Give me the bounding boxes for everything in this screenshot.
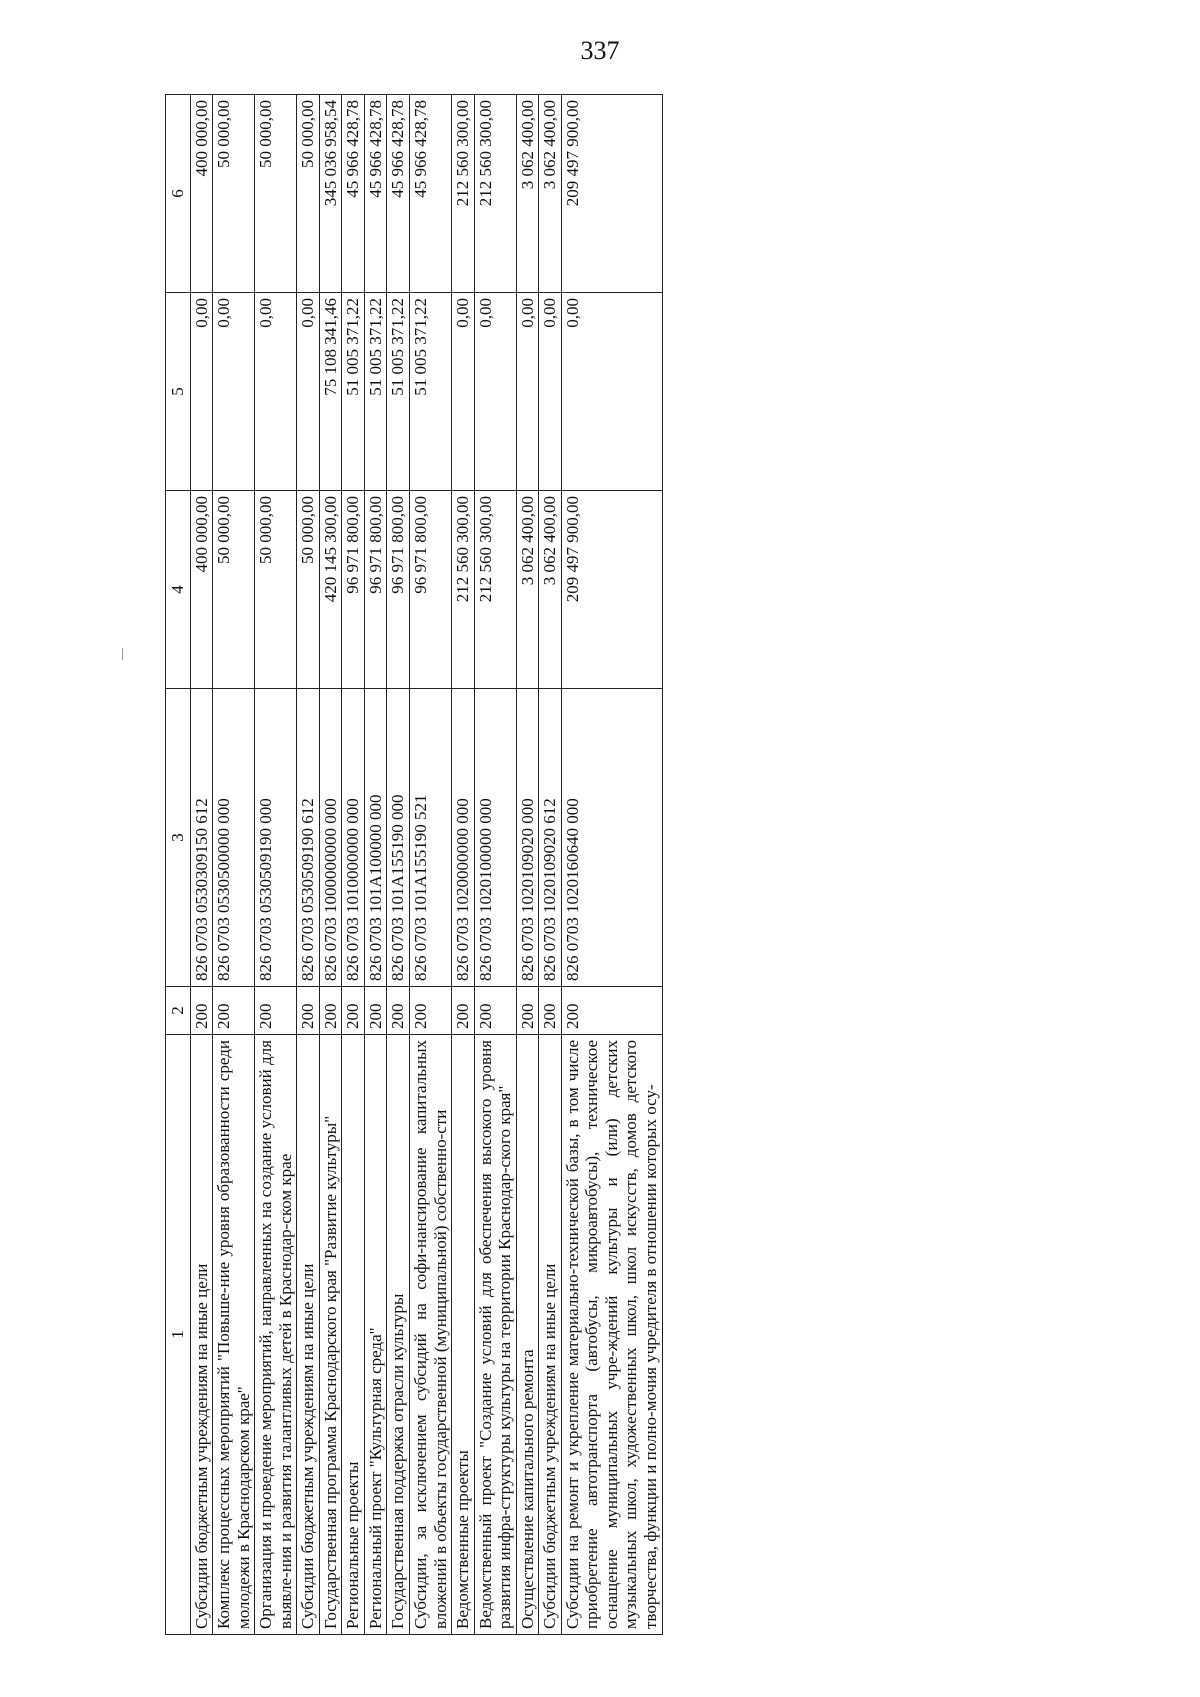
table-row — [364, 95, 387, 1635]
row-col6: 212 560 300,00 — [474, 95, 516, 293]
row-code: 826 0703 0530309150 612 — [190, 689, 213, 987]
row-col4: 50 000,00 — [297, 491, 320, 689]
row-col4: 400 000,00 — [190, 491, 213, 689]
row-col5: 0,00 — [213, 293, 255, 491]
row-col4: 96 971 800,00 — [410, 491, 452, 689]
row-col6: 45 966 428,78 — [342, 95, 365, 293]
table-body — [190, 95, 662, 1635]
row-col6: 45 966 428,78 — [364, 95, 387, 293]
table-row — [255, 95, 297, 1635]
table-row — [516, 95, 539, 1635]
row-col5: 51 005 371,22 — [364, 293, 387, 491]
row-code: 826 0703 1020100000 000 — [474, 689, 516, 987]
row-name: Осуществление капитального ремонта — [516, 1035, 539, 1635]
row-col6: 3 062 400,00 — [516, 95, 539, 293]
row-col4: 420 145 300,00 — [319, 491, 342, 689]
row-col6: 50 000,00 — [255, 95, 297, 293]
row-name: Ведомственные проекты — [452, 1035, 475, 1635]
header-cell: 3 — [166, 689, 191, 987]
row-code: 826 0703 1020109020 612 — [539, 689, 562, 987]
row-col5: 75 108 341,46 — [319, 293, 342, 491]
header-cell: 1 — [166, 1035, 191, 1635]
row-name: Субсидии на ремонт и укрепление материально-технической базы, в том числе приобретение автотранспорта (автобусы, микроавтобусы), техническое оснащение муниципальных учре-ждений культуры и (или) детских музыкальных школ, художественных школ, школ искусств, домов детского творчества, функции и полно-мочия учредителя в отношении которых осу- — [561, 1035, 662, 1635]
row-col6: 209 497 900,00 — [561, 95, 662, 293]
table-row — [342, 95, 365, 1635]
row-col2: 200 — [213, 987, 255, 1035]
row-col2: 200 — [190, 987, 213, 1035]
page-number: 337 — [580, 36, 620, 65]
row-col4: 212 560 300,00 — [452, 491, 475, 689]
budget-table — [165, 94, 663, 1635]
row-col4: 96 971 800,00 — [387, 491, 410, 689]
row-col6: 50 000,00 — [297, 95, 320, 293]
row-col5: 0,00 — [452, 293, 475, 491]
table-row — [452, 95, 475, 1635]
row-col6: 3 062 400,00 — [539, 95, 562, 293]
row-col5: 0,00 — [297, 293, 320, 491]
row-col2: 200 — [539, 987, 562, 1035]
row-name: Комплекс процессных мероприятий "Повыше-ние уровня образованности среди молодежи в Краснодарском крае" — [213, 1035, 255, 1635]
row-col5: 0,00 — [255, 293, 297, 491]
table-row — [387, 95, 410, 1635]
row-col5: 0,00 — [539, 293, 562, 491]
scan-mark — [122, 648, 123, 660]
table-row — [474, 95, 516, 1635]
row-code: 826 0703 1020160640 000 — [561, 689, 662, 987]
row-col5: 0,00 — [190, 293, 213, 491]
landscape-sheet — [165, 95, 1080, 1635]
row-name: Государственная поддержка отрасли культуры — [387, 1035, 410, 1635]
row-col6: 50 000,00 — [213, 95, 255, 293]
row-col2: 200 — [452, 987, 475, 1035]
row-col4: 50 000,00 — [213, 491, 255, 689]
row-code: 826 0703 1020109020 000 — [516, 689, 539, 987]
header-cell: 2 — [166, 987, 191, 1035]
header-cell: 4 — [166, 491, 191, 689]
row-col6: 212 560 300,00 — [452, 95, 475, 293]
row-name: Государственная программа Краснодарского края "Развитие культуры" — [319, 1035, 342, 1635]
row-col5: 0,00 — [516, 293, 539, 491]
table-row — [410, 95, 452, 1635]
row-name: Ведомственный проект "Создание условий для обеспечения высокого уровня развития инфра-структуры культуры на территории Краснодар-ского края" — [474, 1035, 516, 1635]
row-code: 826 0703 1000000000 000 — [319, 689, 342, 987]
row-code: 826 0703 1020000000 000 — [452, 689, 475, 987]
row-col4: 3 062 400,00 — [516, 491, 539, 689]
row-code: 826 0703 0530509190 612 — [297, 689, 320, 987]
row-col5: 0,00 — [474, 293, 516, 491]
row-col2: 200 — [297, 987, 320, 1035]
table-row — [297, 95, 320, 1635]
row-code: 826 0703 101А155190 000 — [387, 689, 410, 987]
row-col5: 51 005 371,22 — [410, 293, 452, 491]
row-col4: 209 497 900,00 — [561, 491, 662, 689]
table-row — [319, 95, 342, 1635]
row-name: Региональный проект "Культурная среда" — [364, 1035, 387, 1635]
header-row — [166, 95, 191, 1635]
row-col4: 3 062 400,00 — [539, 491, 562, 689]
row-col4: 96 971 800,00 — [342, 491, 365, 689]
row-col2: 200 — [387, 987, 410, 1035]
row-col2: 200 — [342, 987, 365, 1035]
row-col2: 200 — [255, 987, 297, 1035]
row-col2: 200 — [319, 987, 342, 1035]
row-name: Региональные проекты — [342, 1035, 365, 1635]
row-code: 826 0703 1010000000 000 — [342, 689, 365, 987]
row-code: 826 0703 101А155190 521 — [410, 689, 452, 987]
row-name: Субсидии, за исключением субсидий на софи-нансирование капитальных вложений в объекты государственной (муниципальной) собственно-сти — [410, 1035, 452, 1635]
table-row — [561, 95, 662, 1635]
row-col5: 51 005 371,22 — [387, 293, 410, 491]
row-col2: 200 — [516, 987, 539, 1035]
row-code: 826 0703 0530500000 000 — [213, 689, 255, 987]
row-col2: 200 — [561, 987, 662, 1035]
table-row — [213, 95, 255, 1635]
row-col6: 45 966 428,78 — [387, 95, 410, 293]
row-code: 826 0703 101А100000 000 — [364, 689, 387, 987]
row-col6: 345 036 958,54 — [319, 95, 342, 293]
row-col4: 212 560 300,00 — [474, 491, 516, 689]
row-name: Субсидии бюджетным учреждениям на иные цели — [297, 1035, 320, 1635]
row-col2: 200 — [410, 987, 452, 1035]
row-col4: 96 971 800,00 — [364, 491, 387, 689]
row-code: 826 0703 0530509190 000 — [255, 689, 297, 987]
table-row — [539, 95, 562, 1635]
row-name: Субсидии бюджетным учреждениям на иные цели — [190, 1035, 213, 1635]
row-col6: 400 000,00 — [190, 95, 213, 293]
header-cell: 5 — [166, 293, 191, 491]
header-cell: 6 — [166, 95, 191, 293]
row-col5: 51 005 371,22 — [342, 293, 365, 491]
row-col2: 200 — [364, 987, 387, 1035]
row-name: Субсидии бюджетным учреждениям на иные цели — [539, 1035, 562, 1635]
row-col6: 45 966 428,78 — [410, 95, 452, 293]
row-name: Организация и проведение мероприятий, направленных на создание условий для выявле-ния и развития талантливых детей в Краснодар-ском крае — [255, 1035, 297, 1635]
rotated-table-wrapper — [165, 95, 1080, 1635]
row-col5: 0,00 — [561, 293, 662, 491]
table-row — [190, 95, 213, 1635]
row-col2: 200 — [474, 987, 516, 1035]
row-col4: 50 000,00 — [255, 491, 297, 689]
